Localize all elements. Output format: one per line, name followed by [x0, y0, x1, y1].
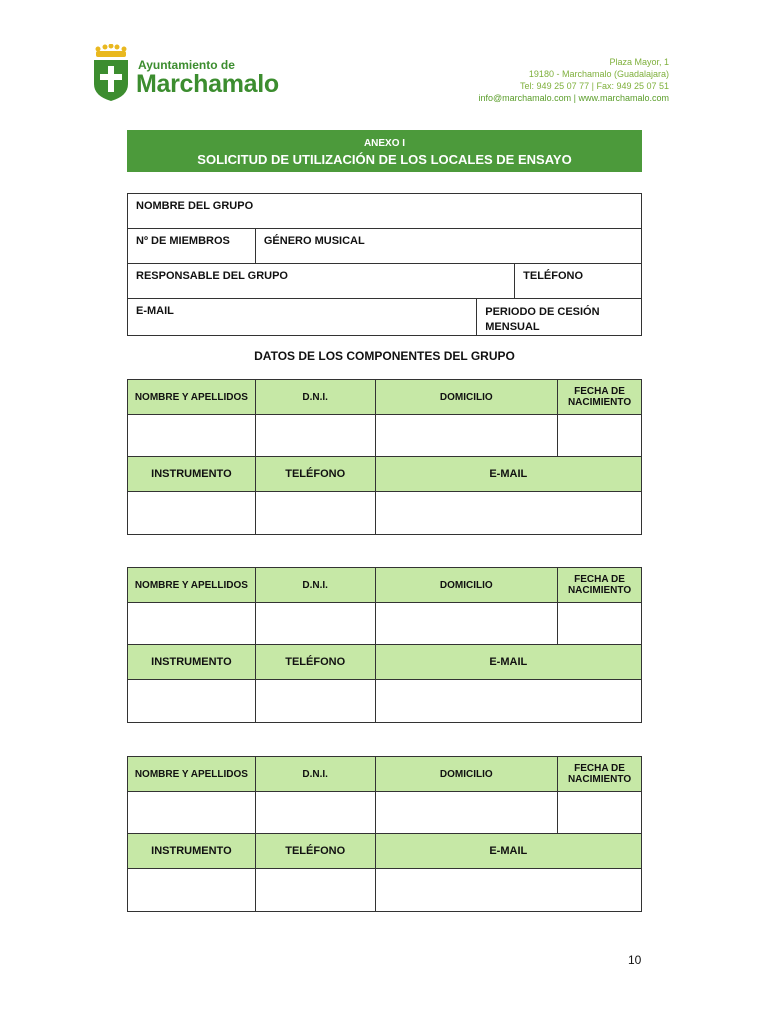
phone-input[interactable]: [255, 869, 375, 912]
instrument-input[interactable]: [128, 680, 256, 723]
birth-input[interactable]: [558, 792, 642, 834]
birth-input[interactable]: [558, 415, 642, 457]
phone-header: TELÉFONO: [255, 834, 375, 869]
dni-header: D.N.I.: [255, 568, 375, 603]
instrument-header: INSTRUMENTO: [128, 457, 256, 492]
address-line: Tel: 949 25 07 77 | Fax: 949 25 07 51: [520, 81, 669, 91]
municipality-logo: [90, 44, 280, 104]
phone-input[interactable]: [255, 492, 375, 535]
email-header: E-MAIL: [375, 834, 641, 869]
members-field[interactable]: Nº DE MIEMBROS: [128, 229, 256, 264]
component-table: [127, 567, 642, 723]
birth-header: FECHA DE NACIMIENTO: [558, 757, 642, 792]
page-number: 10: [628, 953, 642, 967]
period-field[interactable]: PERIODO DE CESIÓN MENSUAL: [477, 299, 642, 336]
dni-input[interactable]: [255, 603, 375, 645]
address-header: DOMICILIO: [375, 757, 557, 792]
address-input[interactable]: [375, 603, 557, 645]
title-banner: [127, 130, 642, 172]
form-title: SOLICITUD DE UTILIZACIÓN DE LOS LOCALES DE ENSAYO: [197, 152, 572, 167]
responsible-field[interactable]: RESPONSABLE DEL GRUPO: [128, 264, 515, 299]
genre-field[interactable]: GÉNERO MUSICAL: [255, 229, 641, 264]
email-input[interactable]: [375, 680, 641, 723]
component-table: [127, 379, 642, 535]
dni-input[interactable]: [255, 415, 375, 457]
contact-address: [478, 56, 669, 104]
email-header: E-MAIL: [375, 645, 641, 680]
email-field[interactable]: E-MAIL: [128, 299, 477, 336]
address-input[interactable]: [375, 415, 557, 457]
address-line: info@marchamalo.com | www.marchamalo.com: [478, 93, 669, 103]
phone-header: TELÉFONO: [255, 645, 375, 680]
dni-input[interactable]: [255, 792, 375, 834]
name-header: NOMBRE Y APELLIDOS: [128, 380, 256, 415]
address-header: DOMICILIO: [375, 568, 557, 603]
dni-header: D.N.I.: [255, 757, 375, 792]
instrument-input[interactable]: [128, 869, 256, 912]
name-input[interactable]: [128, 415, 256, 457]
logo-title: Marchamalo: [136, 70, 279, 98]
birth-header: FECHA DE NACIMIENTO: [558, 568, 642, 603]
address-line: Plaza Mayor, 1: [609, 57, 669, 67]
name-input[interactable]: [128, 603, 256, 645]
name-input[interactable]: [128, 792, 256, 834]
logo-subtitle: Ayuntamiento de: [138, 58, 235, 72]
group-name-field[interactable]: NOMBRE DEL GRUPO: [128, 194, 642, 229]
group-info-table: [127, 193, 642, 336]
birth-header: FECHA DE NACIMIENTO: [558, 380, 642, 415]
phone-field[interactable]: TELÉFONO: [515, 264, 642, 299]
address-header: DOMICILIO: [375, 380, 557, 415]
instrument-header: INSTRUMENTO: [128, 645, 256, 680]
shield-crest-icon: [92, 44, 130, 102]
address-line: 19180 - Marchamalo (Guadalajara): [528, 69, 669, 79]
phone-header: TELÉFONO: [255, 457, 375, 492]
phone-input[interactable]: [255, 680, 375, 723]
components-heading: DATOS DE LOS COMPONENTES DEL GRUPO: [254, 349, 515, 363]
email-header: E-MAIL: [375, 457, 641, 492]
instrument-header: INSTRUMENTO: [128, 834, 256, 869]
email-input[interactable]: [375, 492, 641, 535]
component-table: [127, 756, 642, 912]
name-header: NOMBRE Y APELLIDOS: [128, 568, 256, 603]
email-input[interactable]: [375, 869, 641, 912]
instrument-input[interactable]: [128, 492, 256, 535]
annex-label: ANEXO I: [363, 138, 406, 149]
address-input[interactable]: [375, 792, 557, 834]
birth-input[interactable]: [558, 603, 642, 645]
dni-header: D.N.I.: [255, 380, 375, 415]
name-header: NOMBRE Y APELLIDOS: [128, 757, 256, 792]
